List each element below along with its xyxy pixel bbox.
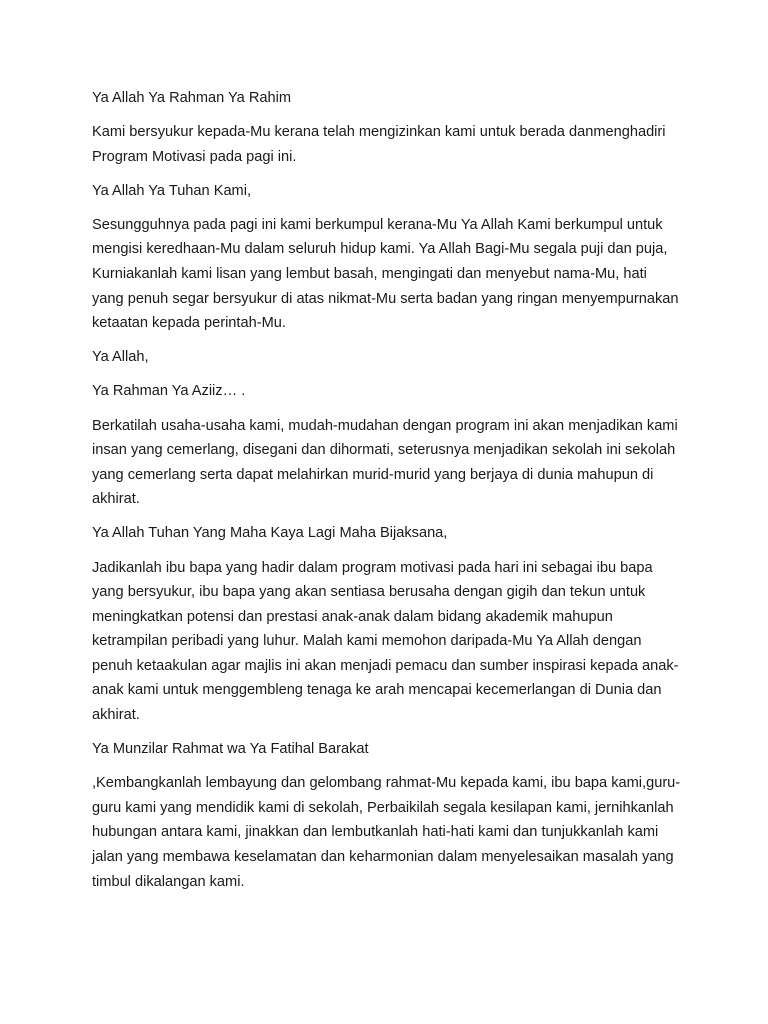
doa-heading-rahman-rahim: Ya Allah Ya Rahman Ya Rahim: [92, 90, 292, 106]
doa-heading-ya-allah: Ya Allah,: [92, 349, 149, 366]
paragraph-kembangkanlah: ,Kembangkanlah lembayung dan gelombang rahmat-Mu kepada kami, ibu bapa kami,guru-guru kami yang mendidik kami di sekolah, Perbaikilah segala kesilapan kami, jernihkanlah hubungan antara kami, jinakkan dan lembutkanlah hati-hati kami dan tunjukkanlah kami jalan yang membawa keselamatan dan keharmonian dalam menyelesaikan masalah yang timbul dikalangan kami.: [92, 775, 681, 890]
paragraph-jadikanlah: Jadikanlah ibu bapa yang hadir dalam program motivasi pada hari ini sebagai ibu bapa yang bersyukur, ibu bapa yang akan sentiasa berusaha dengan gigih dan tekun untuk meningkatkan potensi dan prestasi anak-anak dalam bidang akademik mahupun ketrampilan peribadi yang luhur. Malah kami memohon daripada-Mu Ya Allah dengan penuh ketaakulan agar majlis ini akan menjadi pemacu dan sumber inspirasi kepada anak-anak kami untuk menggembleng tenaga ke arah mencapai kecemerlangan di Dunia dan akhirat.: [92, 559, 679, 724]
doa-heading-maha-kaya: Ya Allah Tuhan Yang Maha Kaya Lagi Maha Bijaksana,: [92, 525, 448, 542]
doa-heading-rahman-aziiz: Ya Rahman Ya Aziiz… .: [92, 383, 246, 400]
paragraph-berkatilah: Berkatilah usaha-usaha kami, mudah-mudahan dengan program ini akan menjadikan kami insan yang cemerlang, disegani dan dihormati, seterusnya menjadikan sekolah ini sekolah yang cemerlang serta dapat melahirkan murid-murid yang berjaya di dunia mahupun di akhirat.: [92, 417, 678, 508]
doa-heading-tuhan-kami: Ya Allah Ya Tuhan Kami,: [92, 182, 252, 199]
document-page: [92, 86, 682, 904]
paragraph-bersyukur: Kami bersyukur kepada-Mu kerana telah mengizinkan kami untuk berada danmenghadiri Program Motivasi pada pagi ini.: [92, 124, 666, 165]
doa-heading-munzilar-rahmat: Ya Munzilar Rahmat wa Ya Fatihal Barakat: [92, 741, 369, 758]
paragraph-berkumpul: Sesungguhnya pada pagi ini kami berkumpul kerana-Mu Ya Allah Kami berkumpul untuk mengisi keredhaan-Mu dalam seluruh hidup kami. Ya Allah Bagi-Mu segala puji dan puja, Kurniakanlah kami lisan yang lembut basah, mengingati dan menyebut nama-Mu, hati yang penuh segar bersyukur di atas nikmat-Mu serta badan yang ringan menyempurnakan ketaatan kepada perintah-Mu.: [92, 216, 679, 332]
